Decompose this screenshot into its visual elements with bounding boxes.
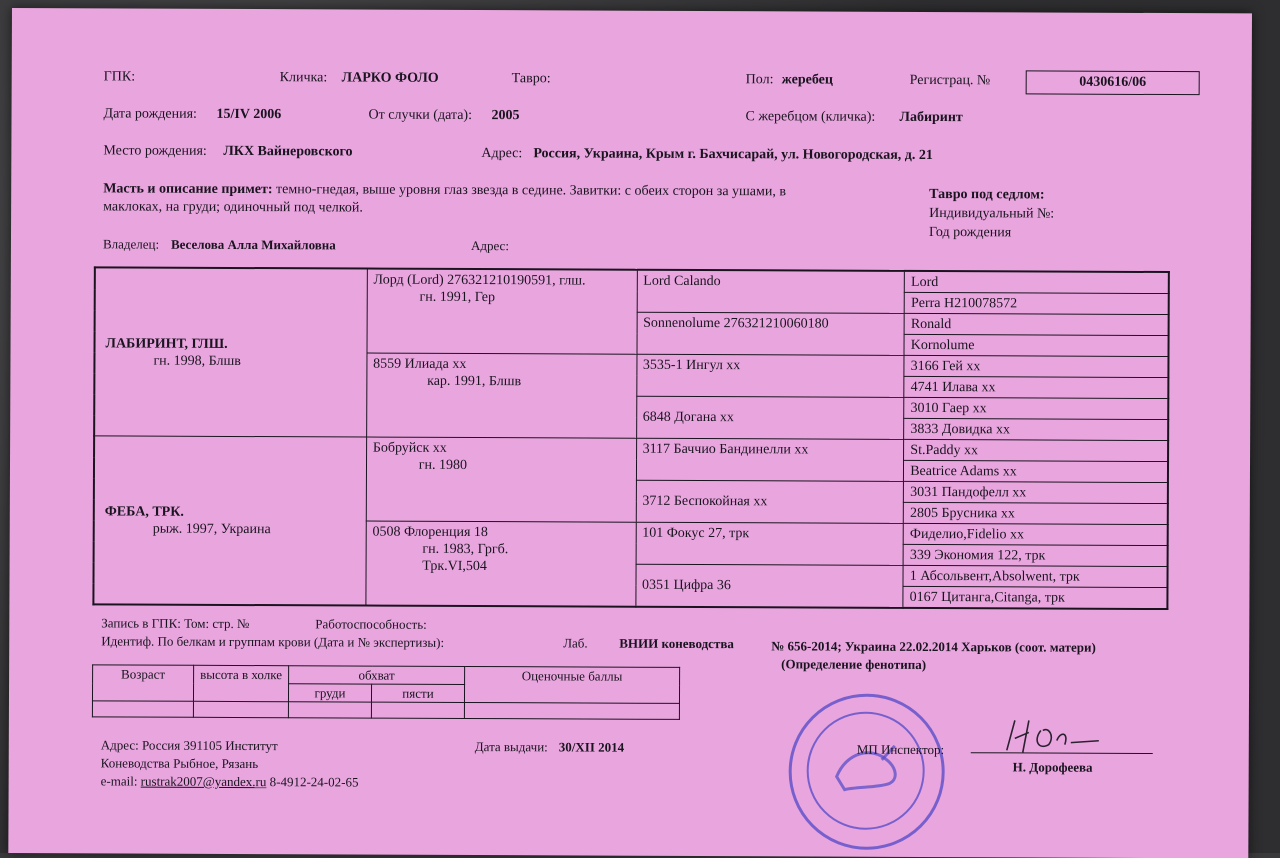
mating-value: 2005 [491, 108, 520, 124]
pedigree-gen3-cell: 3117 Баччио Бандинелли хх [636, 438, 904, 481]
pedigree-gen3-cell: 3712 Беспокойная хх [636, 480, 904, 523]
pedigree-gen2-cell [367, 269, 637, 355]
color-line-1: темно-гнедая, выше уровня глаз звезда в седине. Завитки: с обеих сторон за ушами, в [276, 182, 787, 200]
saddle-brand-label: Тавро под седлом: [929, 187, 1045, 203]
color-label: Масть и описание примет: [103, 181, 273, 198]
pedigree-gen4-cell: 0167 Цитанга,Citanga, трк [903, 586, 1167, 609]
height-header: высота в холке [193, 665, 288, 701]
with-stallion-value: Лабиринт [899, 109, 963, 126]
pedigree-gen2-cell [366, 437, 636, 522]
lab-value: ВНИИ коневодства [619, 635, 734, 652]
dam-info: рыж. 1997, Украина [152, 521, 271, 537]
dam-cell [93, 436, 366, 606]
sex-value: жеребец [781, 72, 834, 88]
age-header: Возраст [92, 665, 193, 701]
birth-date-label: Дата рождения: [103, 106, 197, 122]
pedigree-gen3-cell: 3535-1 Ингул хх [636, 354, 904, 397]
girth-header: обхват [289, 666, 465, 685]
work-capacity: Работоспособность: [315, 616, 427, 632]
pedigree-gen4-cell: 4741 Илава хх [904, 376, 1168, 398]
pedigree-gen3-cell: 0351 Цифра 36 [635, 564, 903, 608]
address-label: Адрес: [481, 146, 523, 162]
birth-year-label: Год рождения [928, 225, 1012, 241]
with-stallion-label: С жеребцом (кличка): [745, 109, 876, 125]
gen2-line: гн. 1991, Гер [419, 289, 496, 306]
chest-cell [288, 702, 371, 718]
pedigree-gen2-cell [366, 521, 636, 607]
pedigree-gen3-cell: Sonnenolume 276321210060180 [636, 312, 904, 355]
phone-number: 8-4912-24-02-65 [269, 774, 359, 790]
pedigree-gen4-cell: Perra H210078572 [904, 292, 1168, 314]
pedigree-gen3-cell: 101 Фокус 27, трк [636, 522, 904, 565]
pedigree-gen4-cell: Lord [905, 271, 1169, 294]
passport-document [8, 8, 1252, 858]
owner-address-label: Адрес: [470, 238, 509, 254]
gpk-record: Запись в ГПК: Том: стр. № [101, 615, 250, 632]
pedigree-gen4-cell: Kornolume [904, 334, 1168, 356]
owner-value: Веселова Алла Михайловна [170, 236, 336, 253]
chest-header: груди [288, 684, 371, 702]
institute-address-1: Адрес: Россия 391105 Институт [100, 737, 278, 754]
phenotype-note: (Определение фенотипа) [781, 656, 927, 672]
gen2-line: Трк.VI,504 [422, 558, 487, 575]
pedigree-gen4-cell: 3166 Гей хх [904, 355, 1168, 377]
gen2-line: гн. 1983, Гргб. [422, 541, 509, 558]
birthplace-value: ЛКХ Вайнеровского [223, 143, 353, 160]
pedigree-gen4-cell: 3010 Гаер хх [904, 397, 1168, 419]
pedigree-gen4-cell: 3031 Пандофелл хх [904, 481, 1168, 503]
dam-name: ФЕБА, ТРК. [104, 503, 184, 520]
score-header: Оценочные баллы [464, 666, 679, 703]
nickname-value: ЛАРКО ФОЛО [341, 70, 439, 86]
issue-date-label: Дата выдачи: [474, 739, 548, 755]
sire-cell [94, 267, 367, 437]
color-description [103, 180, 786, 200]
pedigree-gen4-cell: 1 Абсольвент,Absolwent, трк [903, 565, 1167, 587]
sex-label: Пол: [745, 72, 774, 88]
nickname-label: Кличка: [279, 70, 328, 86]
brand-label: Тавро: [511, 71, 551, 87]
institute-address-2: Коневодства Рыбное, Рязань [100, 755, 259, 772]
birth-date-value: 15/IV 2006 [216, 106, 282, 123]
pedigree-gen4-cell: Фиделио,Fidelio хх [903, 523, 1167, 545]
mp-inspector-label: МП Инспектор: [856, 741, 945, 758]
individual-number-label: Индивидуальный №: [929, 206, 1055, 222]
email-link[interactable]: rustrak2007@yandex.ru [140, 773, 267, 790]
pedigree-gen4-cell: Beatrice Adams хх [904, 460, 1168, 482]
birthplace-label: Место рождения: [103, 143, 207, 159]
lab-label: Лаб. [563, 635, 588, 651]
pedigree-gen4-cell: 3833 Довидка хх [904, 418, 1168, 440]
email-label: e-mail: [100, 773, 138, 789]
gen2-line: 8559 Илиада хх [373, 356, 467, 372]
reg-number-box: 0430616/06 [1026, 70, 1200, 95]
mating-label: От случки (дата): [368, 107, 473, 124]
gen2-line: гн. 1980 [418, 457, 468, 473]
inspector-name: Н. Дорофеева [1012, 759, 1093, 775]
address-value: Россия, Украина, Крым г. Бахчисарай, ул. Новогородская, д. 21 [533, 146, 933, 164]
gen2-line: Бобруйск хх [372, 440, 447, 456]
identification-label: Идентиф. По белкам и группам крови (Дата и № экспертизы): [101, 633, 445, 650]
gen2-line: Лорд (Lord) 276321210190591, глш. [373, 272, 586, 289]
gen2-line: кар. 1991, Блшв [427, 373, 522, 390]
owner-label: Владелец: [102, 236, 160, 252]
issue-date-value: 30/XII 2014 [558, 739, 625, 755]
gen2-line: 0508 Флоренция 18 [372, 524, 488, 541]
pedigree-gen2-cell [366, 353, 636, 438]
pedigree-gen3-cell: Lord Calando [637, 270, 905, 314]
sire-name: ЛАБИРИНТ, ГЛШ. [105, 335, 228, 352]
color-line-2: маклоках, на груди; одиночный под челкой. [103, 199, 363, 216]
reg-label: Регистрац. № [909, 72, 991, 89]
contact-line [101, 772, 359, 790]
pedigree-gen4-cell: 339 Экономия 122, трк [903, 544, 1167, 566]
measurements-table [92, 664, 680, 720]
pedigree-gen3-cell: 6848 Догана хх [636, 396, 904, 439]
age-cell [92, 701, 193, 717]
inspector-signature-icon [999, 710, 1109, 760]
pedigree-gen4-cell: Ronald [904, 313, 1168, 335]
pedigree-gen4-cell: St.Paddy хх [904, 439, 1168, 461]
sire-info: гн. 1998, Блшв [153, 353, 241, 369]
pedigree-gen4-cell: 2805 Брусника хх [903, 502, 1167, 524]
gpk-label: ГПК: [103, 69, 136, 85]
expertise-value: № 656-2014; Украина 22.02.2014 Харьков (соот. матери) [771, 638, 1096, 655]
score-cell [464, 702, 679, 719]
height-cell [193, 701, 288, 717]
metacarpus-header: пясти [371, 684, 464, 702]
metacarpus-cell [371, 702, 464, 718]
pedigree-table [92, 266, 1169, 610]
